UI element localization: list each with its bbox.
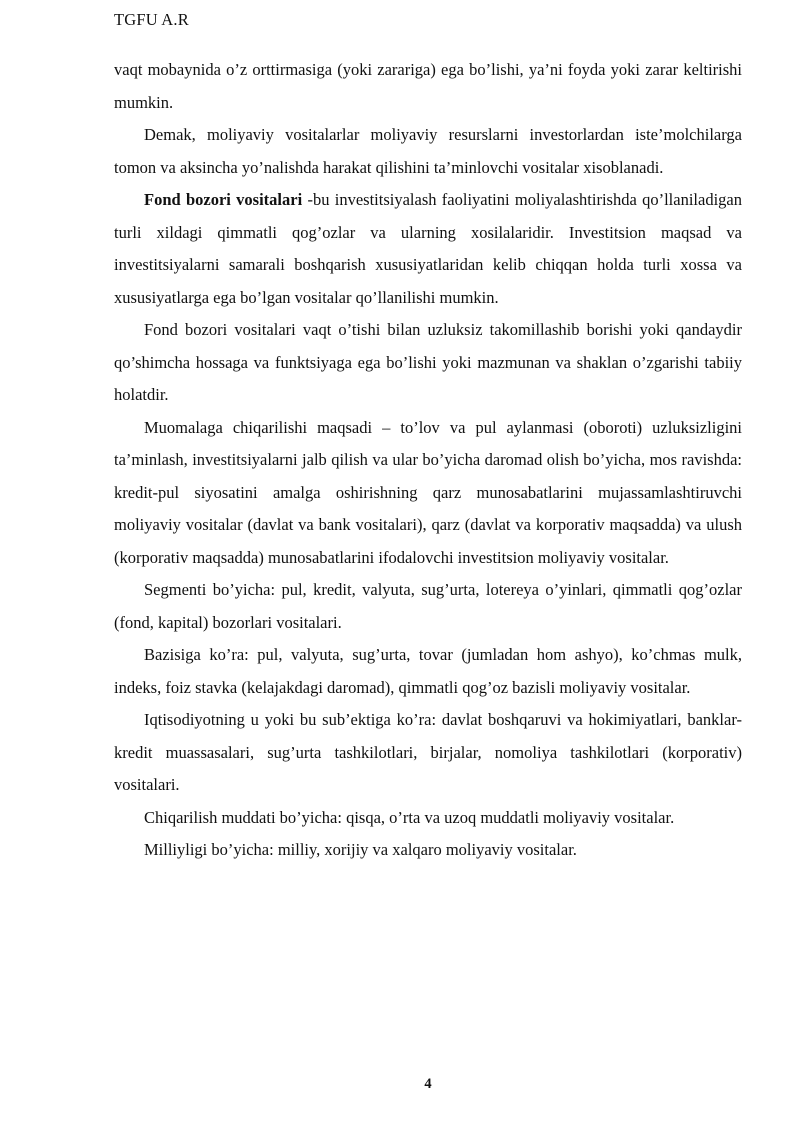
paragraph-continuation <box>114 54 742 119</box>
paragraph-text: Iqtisodiyotning u yoki bu sub’ektiga ko’ra: davlat boshqaruvi va hokimiyatlari, banklar-kredit muassasalari, sug’urta tashkilotlari, birjalar, nomoliya tashkilotlari (korporativ) vositalari. <box>114 710 742 794</box>
term-bold: Fond bozori vositalari <box>144 190 303 209</box>
paragraph-text: Segmenti bo’yicha: pul, kredit, valyuta, sug’urta, lotereya o’yinlari, qimmatli qog’ozlar (fond, kapital) bozorlari vositalari. <box>114 580 742 632</box>
paragraph-text: -bu investitsiyalash faoliyatini moliyalashtirishda qo’llaniladigan turli xildagi qimmatli qog’ozlar va ularning xosilalaridir. Investitsion maqsad va investitsiyalarni samarali boshqarish xususiyatlaridan kelib chiqqan holda turli xossa va xususiyatlarga ega bo’lgan vositalar qo’llanilishi mumkin. <box>114 190 742 307</box>
paragraph-text: Chiqarilish muddati bo’yicha: qisqa, o’rta va uzoq muddatli moliyaviy vositalar. <box>144 807 675 827</box>
paragraph <box>114 639 742 704</box>
paragraph-text: Milliyligi bo’yicha: milliy, xorijiy va xalqaro moliyaviy vositalar. <box>144 840 577 859</box>
paragraph <box>114 834 742 867</box>
paragraph-text: Muomalaga chiqarilishi maqsadi – to’lov va pul aylanmasi (oboroti) uzluksizligini ta’minlash, investitsiyalarni jalb qilish va ular bo’yicha daromad olish bo’yicha, mos ravishda: kredit-pul siyosatini amalga oshirishning qarz munosabatlarini mujassamlashtiruvchi moliyaviy vositalar (davlat va bank vositalari), qarz (davlat va korporativ maqsadda) va ulush (korporativ maqsadda) munosabatlarini ifodalovchi investitsion moliyaviy vositalar. <box>114 417 742 567</box>
page-number: 4 <box>424 1076 432 1092</box>
paragraph <box>114 704 742 802</box>
document-body <box>114 54 742 867</box>
paragraph-text: Demak, moliyaviy vositalarlar moliyaviy resurslarni investorlardan iste’molchilarga tomon va aksincha yo’nalishda harakat qilishini ta’minlovchi vositalar xisoblanadi. <box>114 125 742 177</box>
paragraph-definition <box>114 184 742 314</box>
paragraph <box>114 119 742 184</box>
paragraph <box>114 802 742 835</box>
paragraph <box>114 314 742 412</box>
paragraph <box>114 574 742 639</box>
paragraph-text: vaqt mobaynida o’z orttirmasiga (yoki zarariga) ega bo’lishi, ya’ni foyda yoki zarar keltirishi mumkin. <box>114 60 742 112</box>
paragraph-text: Fond bozori vositalari vaqt o’tishi bilan uzluksiz takomillashib borishi yoki qandaydir qo’shimcha hossaga va funktsiyaga ega bo’lishi yoki mazmunan va shaklan o’zgarishi tabiiy holatdir. <box>114 320 742 404</box>
paragraph <box>114 412 742 575</box>
paragraph-text: Bazisiga ko’ra: pul, valyuta, sug’urta, tovar (jumladan hom ashyo), ko’chmas mulk, indeks, foiz stavka (kelajakdagi daromad), qimmatli qog’oz bazisli moliyaviy vositalar. <box>114 645 742 697</box>
running-header: TGFU A.R <box>114 10 189 29</box>
